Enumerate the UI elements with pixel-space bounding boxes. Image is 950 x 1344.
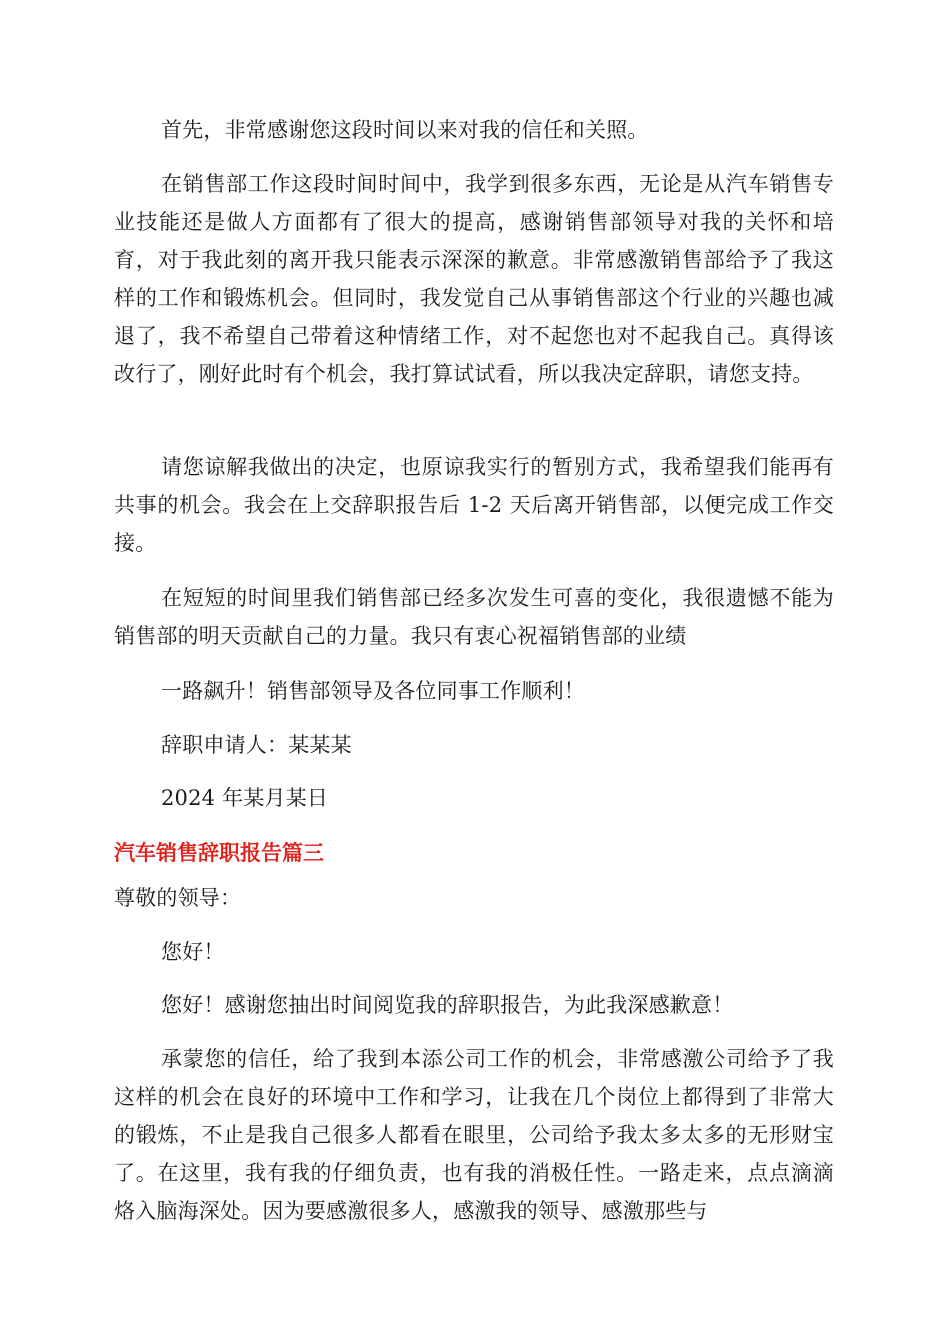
applicant-signature: 辞职申请人：某某某 (161, 733, 352, 757)
section-heading: 汽车销售辞职报告篇三 (114, 841, 324, 865)
paragraph-thanks: 首先，非常感谢您这段时间以来对我的信任和关照。 (161, 118, 649, 142)
paragraph-work-experience: 在销售部工作这段时间时间中，我学到很多东西，无论是从汽车销售专业技能还是做人方面都有了很大的提高，感谢销售部领导对我的关怀和培育，对于我此刻的离开我只能表示深深的歉意。非常感激销售部给予了我这样的工作和锻炼机会。但同时，我发觉自己从事销售部这个行业的兴趣也减退了，我不希望自己带着这种情绪工作，对不起您也对不起我自己。真得该改行了，刚好此时有个机会，我打算试试看，所以我决定辞职，请您支持。 (114, 172, 834, 386)
paragraph-understanding: 请您谅解我做出的决定，也原谅我实行的暂别方式，我希望我们能再有共事的机会。我会在上交辞职报告后 1-2 天后离开销售部，以便完成工作交接。 (114, 455, 834, 555)
paragraph-wishes: 一路飙升！销售部领导及各位同事工作顺利！ (161, 679, 585, 703)
paragraph-apology: 您好！感谢您抽出时间阅览我的辞职报告，为此我深感歉意！ (161, 993, 734, 1017)
paragraph-regret: 在短短的时间里我们销售部已经多次发生可喜的变化，我很遗憾不能为销售部的明天贡献自己的力量。我只有衷心祝福销售部的业绩 (114, 586, 834, 648)
document-date: 2024 年某月某日 (161, 786, 329, 810)
greeting: 您好！ (161, 940, 225, 964)
salutation: 尊敬的领导： (114, 886, 242, 910)
paragraph-gratitude: 承蒙您的信任，给了我到本添公司工作的机会，非常感激公司给予了我这样的机会在良好的环境中工作和学习，让我在几个岗位上都得到了非常大的锻炼，不止是我自己很多人都看在眼里，公司给予我太多太多的无形财宝了。在这里，我有我的仔细负责，也有我的消极任性。一路走来，点点滴滴烙入脑海深处。因为要感激很多人，感激我的领导、感激那些与 (114, 1047, 834, 1223)
